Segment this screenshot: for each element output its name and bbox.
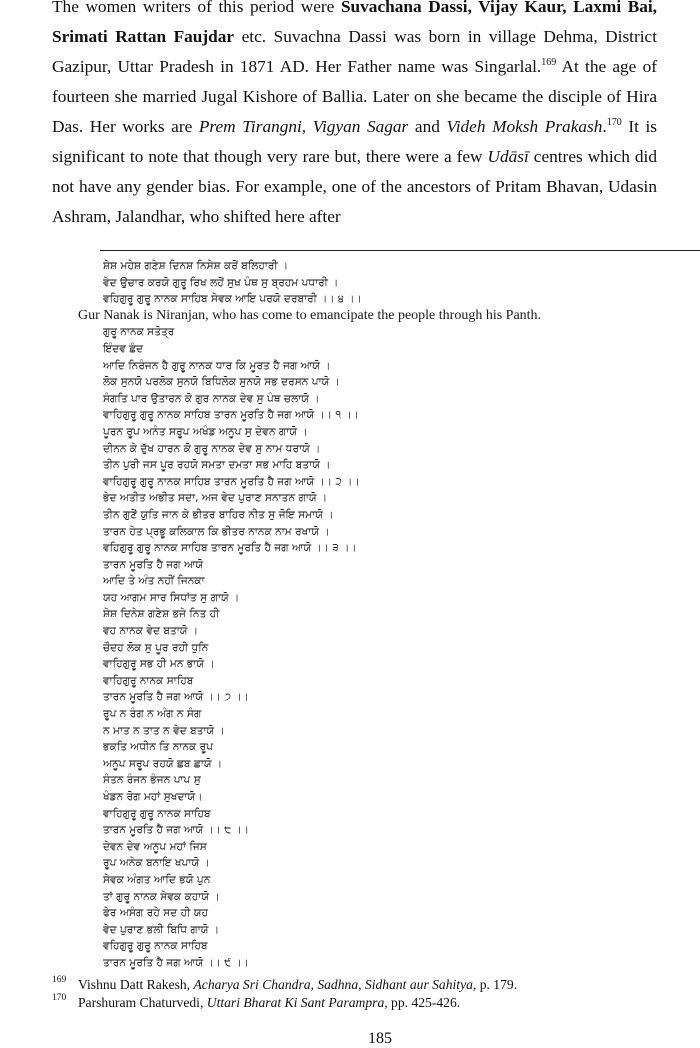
verse-line: ਗੁਰੂ ਨਾਨਕ ਸਤੋਤ੍ਰ [103, 326, 175, 339]
footnote-title: Acharya Sri Chandra, Sadhna, Sidhant aur Sahitya, [193, 977, 477, 992]
verse-line: ਦੀਨਨ ਕੇ ਦੁੱਖ ਹਾਰਨ ਕੋ ਗੁਰੂ ਨਾਨਕ ਦੇਵ ਸੁ ਨਾਮ ਧਰਾਯੋ । [103, 442, 321, 455]
footnote-author: Vishnu Datt Rakesh, [78, 977, 194, 992]
main-text [52, 0, 657, 232]
footnote-ref-169[interactable]: 169 [541, 57, 557, 69]
verse-line: ਤਾਂ ਗੁਰੂ ਨਾਨਕ ਸੇਵਕ ਕਹਾਯੋ । [103, 890, 220, 903]
verse-line: ਖੰਡਨ ਰੋਗ ਮਹਾਂ ਸੁਖਦਾਯੋ। [103, 791, 203, 803]
verse-line: ਸ਼ੇਸ਼ ਮਹੇਸ਼ ਗਣੇਸ਼ ਦਿਨਸ਼ ਨਿਸੇਸ਼ ਕਰੋਂ ਬਲਿਹਾਰੀ । [103, 260, 289, 272]
verse-line: ਆਦਿ ਤੇ ਅੰਤ ਨਹੀਂ ਜਿਨਕਾ [103, 575, 205, 588]
women-writers-names: Suvachana Dassi, Vijay Kaur, Laxmi Bai, Srimati Rattan Faujdar [52, 0, 657, 46]
paragraph-text: The women writers of this period were [52, 0, 341, 16]
verse-line: ਸੰਤਨ ਰੰਜਨ ਭੰਜਨ ਪਾਪ ਸੁ [103, 774, 201, 787]
works-title: Prem Tirangni, Vigyan Sagar [198, 117, 409, 136]
gurmukhi-verse-block [78, 258, 693, 972]
verse-line: ਰੂਪ ਅਨੇਕ ਬਨਾਇ ਖਪਾਯੋ । [103, 857, 210, 870]
footnote-title: Uttari Bharat Ki Sant Parampra [206, 995, 385, 1010]
footnote-ref-170[interactable]: 170 [606, 117, 622, 129]
paragraph-text: At the age of fourteen she married Jugal Kishore of Ballia. Later on she became the disciple of Hira Das. Her works are [52, 57, 657, 136]
paragraph-text: and [408, 117, 447, 136]
page-number: 185 [368, 1030, 392, 1047]
verse-stanzas [103, 324, 693, 971]
verse-line: ਯਹ ਆਗਮ ਸਾਰ ਸਿਧਾਂਤ ਸੁ ਗਾਯੋ । [103, 591, 240, 604]
verse-line: ਤਾਰਨ ਹੇਤ ਪ੍ਰਭੂ ਕਲਿਕਾਲ ਕਿ ਭੀਤਰ ਨਾਨਕ ਨਾਮ ਰਖਾਯੋ । [103, 525, 330, 538]
footnote-169 [52, 976, 672, 994]
verse-line: ਚੌਦਹ ਲੋਕ ਸੁ ਪੂਰ ਰਹੀ ਧੁਨਿ [103, 641, 209, 654]
verse-line: ਆਦਿ ਨਿਰੰਜਨ ਹੈ ਗੁਰੂ ਨਾਨਕ ਧਾਰ ਕਿ ਮੂਰਤ ਹੈ ਜਗ ਆਯੋ । [103, 359, 331, 372]
separator-rule [100, 250, 700, 251]
verse-line: ਪੂਰਨ ਰੂਪ ਅਨੰਤ ਸਰੂਪ ਅਖੰਡ ਅਨੂਪ ਸੁ ਦੇਵਨ ਗਾਯੋ । [103, 425, 308, 438]
footnote-170 [52, 994, 672, 1012]
footnote-page: , pp. 425-426. [384, 995, 461, 1010]
footnote-number: 170 [52, 993, 67, 1003]
verse-line: ਵਾਹਿਗੁਰੂ ਸਭ ਹੀ ਮਨ ਭਾਯੋ । [103, 658, 215, 671]
verse-line: ਵੇਦ ਪੁਰਾਣ ਭਲੀ ਬਿਧਿ ਗਾਯੋ । [103, 923, 220, 936]
verse-line: ਵਾਹਿਗੁਰੂ ਗੁਰੂ ਨਾਨਕ ਸਾਹਿਬ [103, 807, 211, 820]
verse-line: ਵਾਹਿਗੁਰੂ ਗੁਰੂ ਨਾਨਕ ਸਾਹਿਬ ਤਾਰਨ ਮੂਰਤਿ ਹੈ ਜਗ ਆਯੋ ।। ੧ ।। [103, 409, 359, 422]
verse-line: ਵਹਿਗੁਰੂ ਗੁਰੂ ਨਾਨਕ ਸਾਹਿਬ ਸੇਵਕ ਆਇ ਪਰਯੋ ਦਰਬਾਰੀ ।। ੪ ।। [103, 293, 362, 306]
paragraph-text: . [602, 117, 607, 136]
footnote-number: 169 [52, 975, 67, 985]
verse-line: ਰੂਪ ਨ ਰੰਗ ਨ ਅੰਗ ਨ ਸੰਗ [103, 708, 202, 721]
footnote-author: Parshuram Chaturvedi, [78, 995, 207, 1010]
verse-line: ਸੇਵਕ ਅੰਗਤ ਆਦਿ ਭਯੋ ਪੁਨ [103, 873, 211, 886]
verse-line: ਤਾਰਨ ਮੂਰਤਿ ਹੈ ਜਗ ਆਯੋ ।। ੯ ।। [103, 956, 249, 969]
verse-line: ਤਾਰਨ ਮੂਰਤਿ ਹੈ ਜਗ ਆਯੋ ।। ੭ ।। [103, 691, 249, 704]
translation-text: Gur Nanak is Niranjan, who has come to emancipate the people through his Panth. [78, 307, 542, 323]
verse-line: ਤਾਰਨ ਮੂਰਤਿ ਹੈ ਜਗ ਆਯੋ [103, 558, 204, 571]
verse-line: ਭੇਦ ਅਤੀਤ ਅਭੀਤ ਸਦਾ, ਅਜ ਵੇਦ ਪੁਰਾਣ ਸਨਾਤਨ ਗਾਯੋ । [103, 492, 328, 505]
body-paragraph [52, 0, 657, 232]
verse-line: ਇੰਦਵ ਛੰਦ [103, 342, 144, 355]
verse-line: ਸ਼ੇਸ਼ ਦਿਨੇਸ਼ ਗਣੇਸ਼ ਭਜੇ ਨਿਤ ਹੀ [103, 608, 220, 621]
paragraph-text: It is significant to note that though very rare but, there were a few [52, 117, 658, 166]
verse-line: ਵਹਿਗੁਰੂ ਗੁਰੂ ਨਾਨਕ ਸਾਹਿਬ ਤਾਰਨ ਮੂਰਤਿ ਹੈ ਜਗ ਆਯੋ ।। ੩ ।। [103, 542, 357, 555]
verse-line: ਤੀਨ ਗੁਣੋਂ ਯੁਤਿ ਜਾਨ ਕੇ ਭੀਤਰ ਬਾਹਿਰ ਨੀਤ ਸੁ ਜੋਇ ਸਮਾਯੋ । [103, 508, 334, 521]
udasi-term: Udāsī [487, 147, 529, 166]
footnotes [52, 976, 672, 1012]
verse-line: ਵਾਹਿਗੁਰੂ ਗੁਰੂ ਨਾਨਕ ਸਾਹਿਬ ਤਾਰਨ ਮੂਰਤਿ ਹੈ ਜਗ ਆਯੋ ।। ੨ ।। [103, 475, 360, 488]
verse-translation [78, 308, 693, 325]
paragraph-text: etc. Suvachna Dassi was born in village Dehma, District Gazipur, Uttar Pradesh in 1871 AD. Her Father name was Singarlal. [52, 27, 657, 76]
footnote-page: p. 179. [476, 977, 518, 992]
paragraph-text: centres which did not have any gender bias. For example, one of the ancestors of Pritam Bhavan, Udasin Ashram, Jalandhar, who shifted here after [52, 147, 657, 226]
verse-line: ਨ ਮਾਤ ਨ ਤਾਤ ਨ ਵੇਦ ਬਤਾਯੋ । [103, 724, 225, 737]
verse-line: ਲੋਕ ਸੁਨਯੋ ਪਰਲੋਕ ਸੁਨਯੋ ਬਿਧਿਲੋਕ ਸੁਨਯੋ ਸਭ ਦਰਸਨ ਪਾਯੋ । [103, 376, 340, 389]
verse-line: ਵਹ ਨਾਨਕ ਵੇਦ ਬਤਾਯੋ । [103, 625, 199, 638]
verse-line: ਵੇਦ ਉਚਾਰ ਕਰਯੋ ਗੁਰੂ ਰਿਖ ਲਹੋਂ ਸੁਖ ਪੰਥ ਸੁ ਬ੍ਰਹਮ ਪਧਾਰੀ । [103, 276, 339, 289]
verse-line: ਸੰਗਤਿ ਪਾਰ ਉਤਾਰਨ ਕੋ ਗੁਰ ਨਾਨਕ ਦੇਵ ਸੁ ਪੰਥ ਚਲਾਯੋ । [103, 392, 320, 405]
verse-line: ਭਕਤਿ ਅਧੀਨ ਤਿ ਨਾਨਕ ਰੂਪ [103, 741, 214, 754]
verse-line: ਦੇਵਨ ਦੇਵ ਅਨੂਪ ਮਹਾਂ ਜਿਸ [103, 840, 207, 853]
works-title: Videh Moksh Prakash [446, 117, 603, 136]
verse-line: ਵਾਹਿਗੁਰੂ ਨਾਨਕ ਸਾਹਿਬ [103, 674, 194, 687]
verse-line: ਅਨੂਪ ਸਰੂਪ ਰਹਯੋ ਛਬ ਛਾਯੋ । [103, 757, 223, 770]
verse-line: ਵਹਿਗੁਰੂ ਗੁਰੂ ਨਾਨਕ ਸਾਹਿਬ [103, 940, 208, 953]
verse-line: ਫੇਰ ਅਸੰਗ ਰਹੇ ਸਦ ਹੀ ਯਹ [103, 907, 208, 920]
verse-line: ਤੀਨ ਪੁਰੀ ਜਸ ਪੂਰ ਰਹਯੋ ਸਮਤਾ ਦਮਤਾ ਸਭ ਮਾਹਿ ਬਤਾਯੋ । [103, 459, 331, 472]
verse-line: ਤਾਰਨ ਮੂਰਤਿ ਹੈ ਜਗ ਆਯੋ ।। ੮ ।। [103, 824, 249, 837]
